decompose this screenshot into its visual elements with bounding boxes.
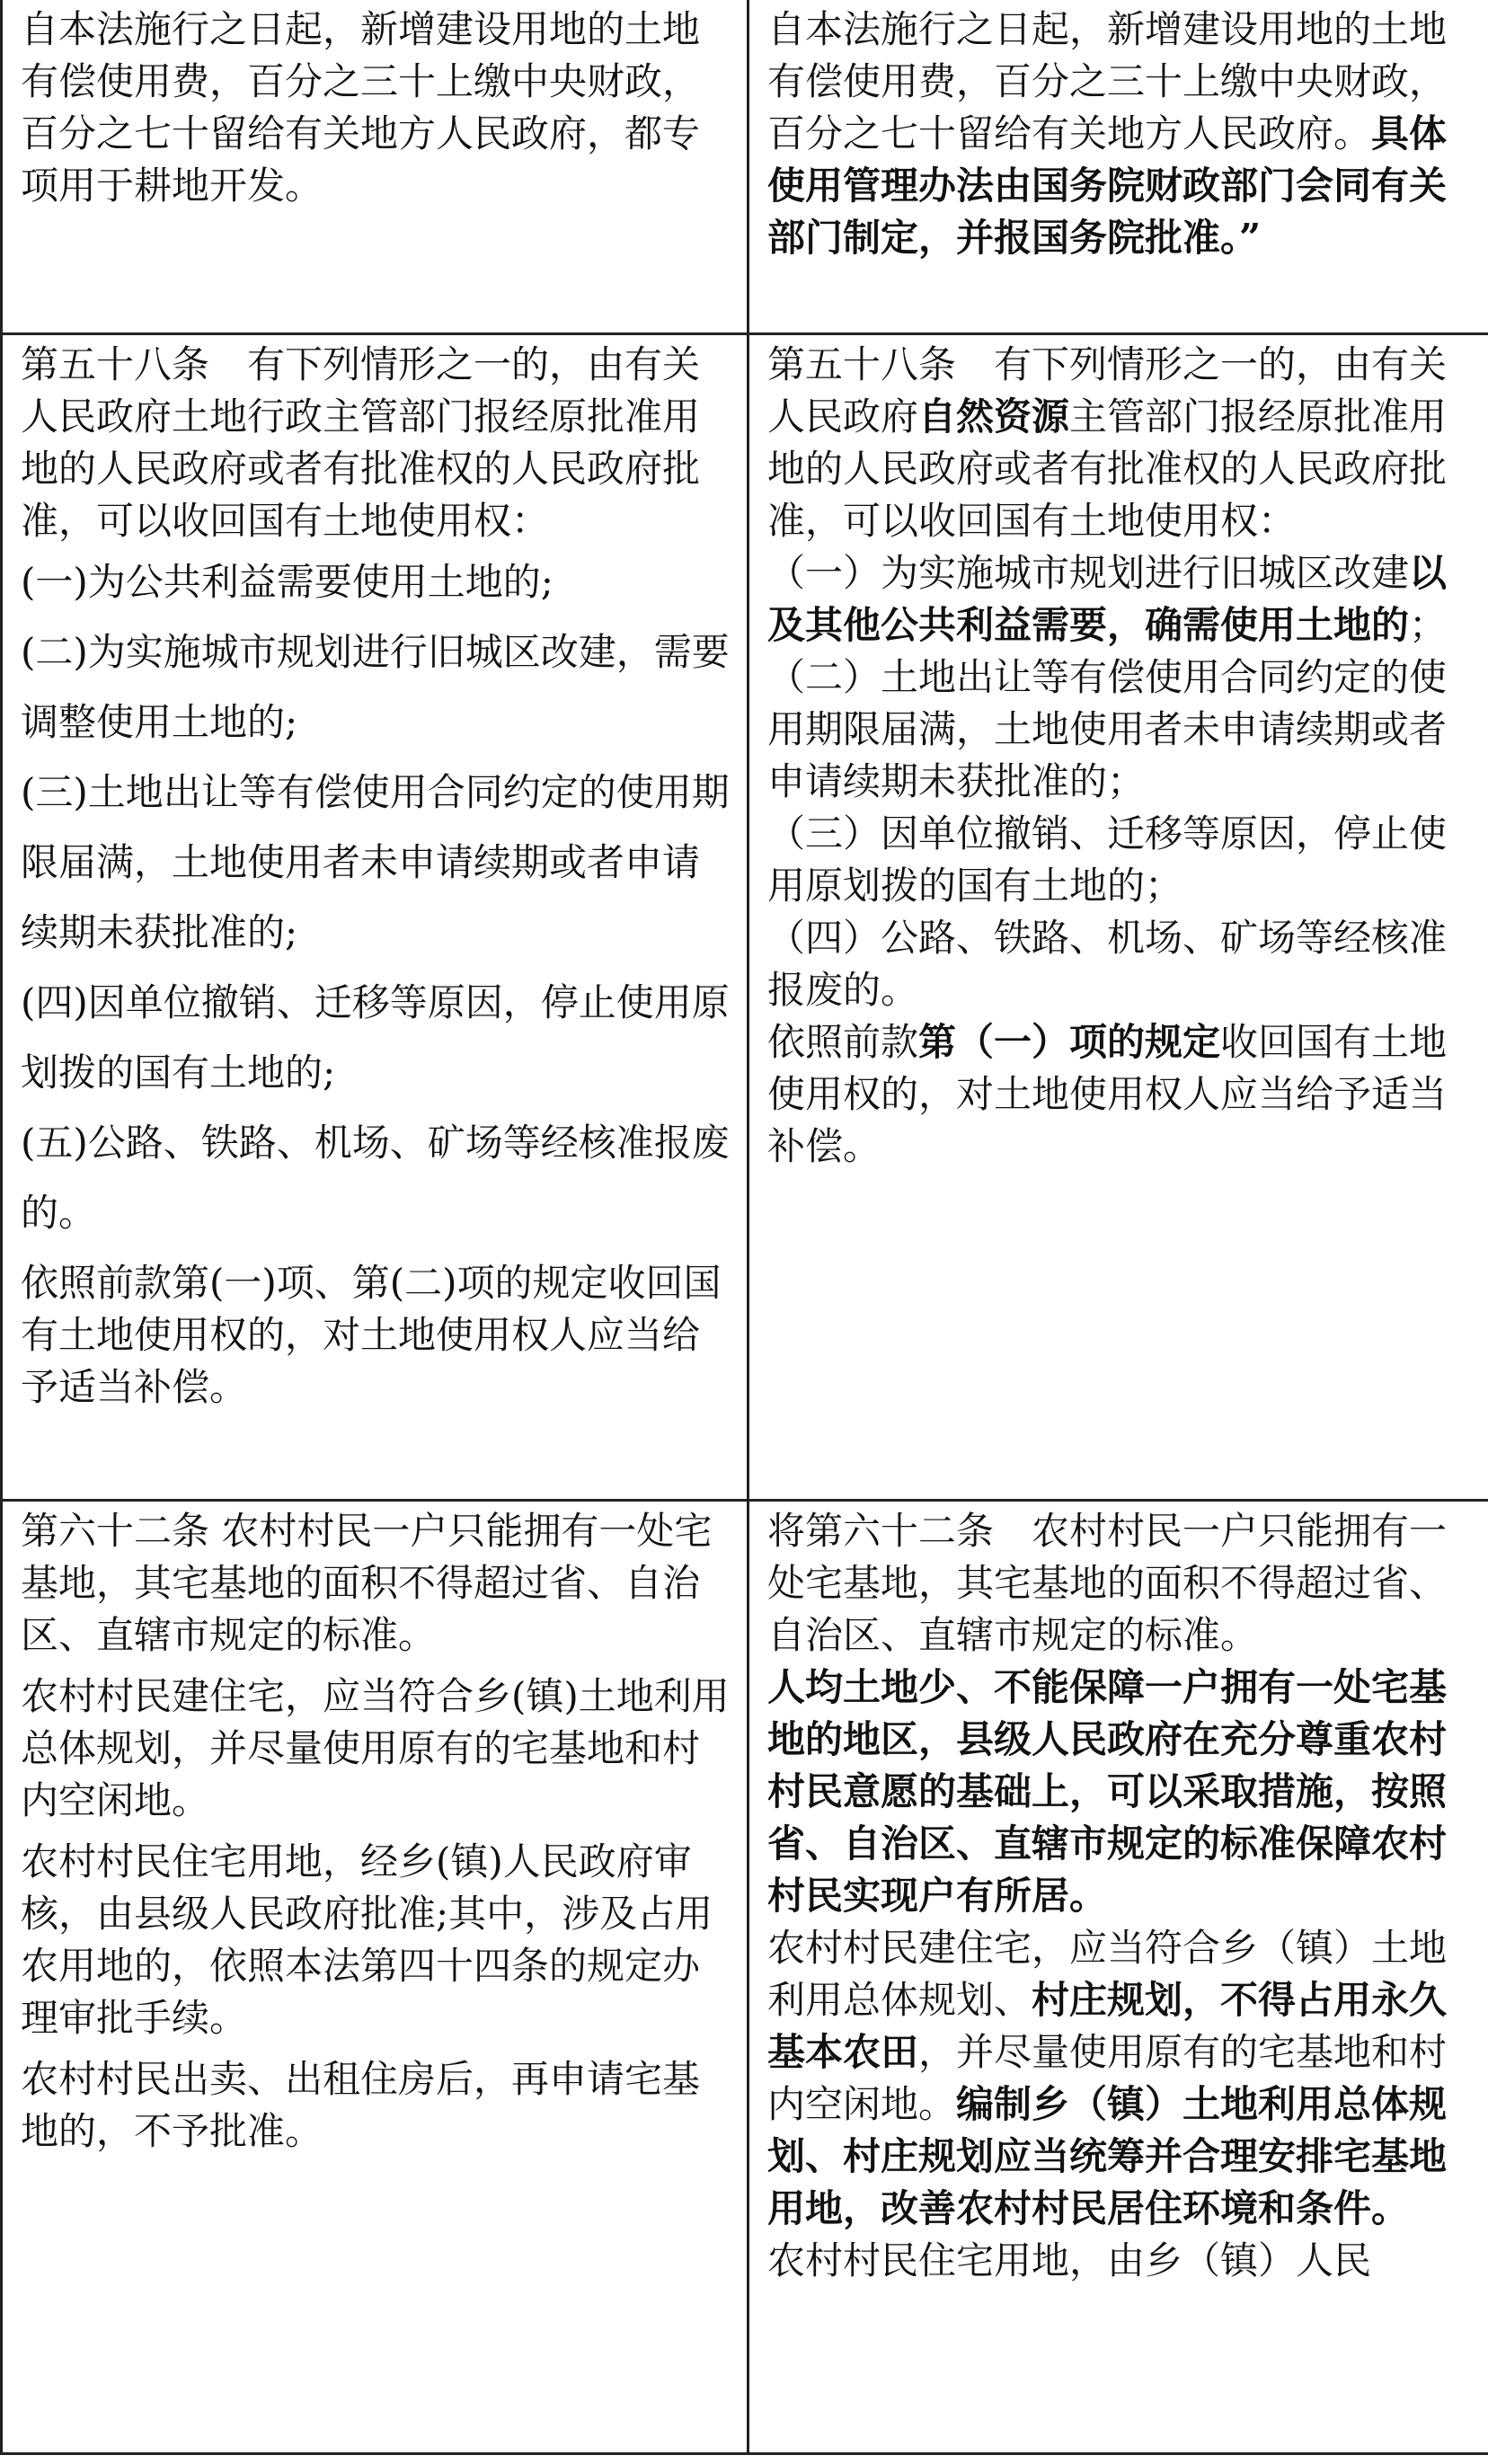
paragraph [767, 339, 1477, 547]
revised-text-cell [748, 0, 1488, 334]
paragraph: 农村村民出卖、出租住房后，再申请宅基地的，不予批准。 [21, 2057, 701, 2153]
paragraph: 第五十八条 有下列情形之一的，由有关人民政府土地行政主管部门报经原批准用地的人民政府或者有批准权的人民政府批准，可以收回国有土地使用权： [21, 342, 701, 543]
revised-text-cell [748, 334, 1488, 1501]
paragraph: （二）土地出让等有偿使用合同约定的使用期限届满，土地使用者未申请续期或者申请续期未获批准的； [767, 655, 1448, 803]
table-row [2, 334, 1488, 1501]
paragraph: (三)土地出让等有偿使用合同约定的使用期限届满，土地使用者未申请续期或者申请续期未获批准的; [21, 770, 730, 954]
bold-text-segment: 以及其他公共利益需要，确需使用土地的 [767, 551, 1448, 647]
text-segment: ； [1409, 603, 1448, 647]
paragraph [767, 1016, 1477, 1173]
bold-text-segment: 具体使用管理办法由国务院财政部门会同有关部门制定，并报国务院批准。” [767, 111, 1448, 260]
paragraph: 农村村民住宅用地，由乡（镇）人民 [767, 2238, 1372, 2282]
text-segment: （一）为实施城市规划进行旧城区改建 [767, 551, 1410, 595]
table-row [2, 0, 1488, 334]
text-segment: 农村村民建住宅，应当符合乡（镇）土地利用总体规划、 [767, 1926, 1448, 2022]
paragraph: (四)因单位撤销、迁移等原因，停止使用原划拨的国有土地的; [21, 980, 730, 1095]
paragraph: 农村村民建住宅，应当符合乡(镇)土地利用总体规划，并尽量使用原有的宅基地和村内空闲地。 [21, 1674, 730, 1822]
bold-text-segment: 村庄规划，不得占用永久基本农田 [767, 1978, 1448, 2074]
bold-text-segment: 人均土地少、不能保障一户拥有一处宅基地的地区，县级人民政府在充分尊重农村村民意愿的基础上，可以采取措施，按照省、自治区、直辖市规定的标准保障农村村民实现户有所居。 [767, 1665, 1448, 1918]
paragraph: (二)为实施城市规划进行旧城区改建，需要调整使用土地的; [21, 630, 730, 744]
original-text-cell [2, 1501, 748, 2454]
text-segment: 主管部门报经原批准用地的人民政府或者有批准权的人民政府批准，可以收回国有土地使用权： [767, 394, 1448, 543]
text-segment: 第五十八条 有下列情形之一的，由有关人民政府 [767, 342, 1448, 439]
paragraph: 农村村民住宅用地，经乡(镇)人民政府审核，由县级人民政府批准;其中，涉及占用农用地的，依照本法第四十四条的规定办理审批手续。 [21, 1839, 713, 2040]
text-segment: ，并尽量使用原有的宅基地和村内空闲地。 [767, 2030, 1448, 2126]
bold-text-segment: 编制乡（镇）土地利用总体规划、村庄规划应当统筹并合理安排宅基地用地，改善农村村民居住环境和条件。 [767, 2082, 1448, 2230]
paragraph [767, 1662, 1477, 1922]
original-text-cell [2, 0, 748, 334]
paragraph: 自本法施行之日起，新增建设用地的土地有偿使用费，百分之三十上缴中央财政，百分之七十留给有关地方人民政府，都专项用于耕地开发。 [21, 7, 701, 208]
paragraph: (五)公路、铁路、机场、矿场等经核准报废的。 [21, 1121, 730, 1235]
text-segment: 自本法施行之日起，新增建设用地的土地有偿使用费，百分之三十上缴中央财政，百分之七十留给有关地方人民政府。 [767, 7, 1448, 155]
paragraph: 将第六十二条 农村村民一户只能拥有一处宅基地，其宅基地的面积不得超过省、自治区、直辖市规定的标准。 [767, 1509, 1448, 1657]
table-row [2, 1501, 1488, 2454]
text-segment: 收回国有土地使用权的，对土地使用权人应当给予适当补偿。 [767, 1020, 1448, 1168]
paragraph [767, 547, 1477, 651]
paragraph: (一)为公共利益需要使用土地的; [21, 560, 554, 604]
paragraph: （四）公路、铁路、机场、矿场等经核准报废的。 [767, 916, 1448, 1012]
bold-text-segment: 第（一）项的规定 [918, 1020, 1221, 1064]
paragraph: （三）因单位撤销、迁移等原因，停止使用原划拨的国有土地的； [767, 811, 1448, 908]
paragraph [767, 4, 1477, 264]
bold-text-segment: 自然资源 [918, 394, 1070, 439]
text-segment: 依照前款 [767, 1020, 919, 1064]
paragraph: 第六十二条 农村村民一户只能拥有一处宅基地，其宅基地的面积不得超过省、自治区、直辖市规定的标准。 [21, 1509, 713, 1657]
revised-text-cell [748, 1501, 1488, 2454]
paragraph [767, 1922, 1477, 2235]
original-text-cell [2, 334, 748, 1501]
paragraph: 依照前款第(一)项、第(二)项的规定收回国有土地使用权的，对土地使用权人应当给予适当补偿。 [21, 1261, 722, 1409]
